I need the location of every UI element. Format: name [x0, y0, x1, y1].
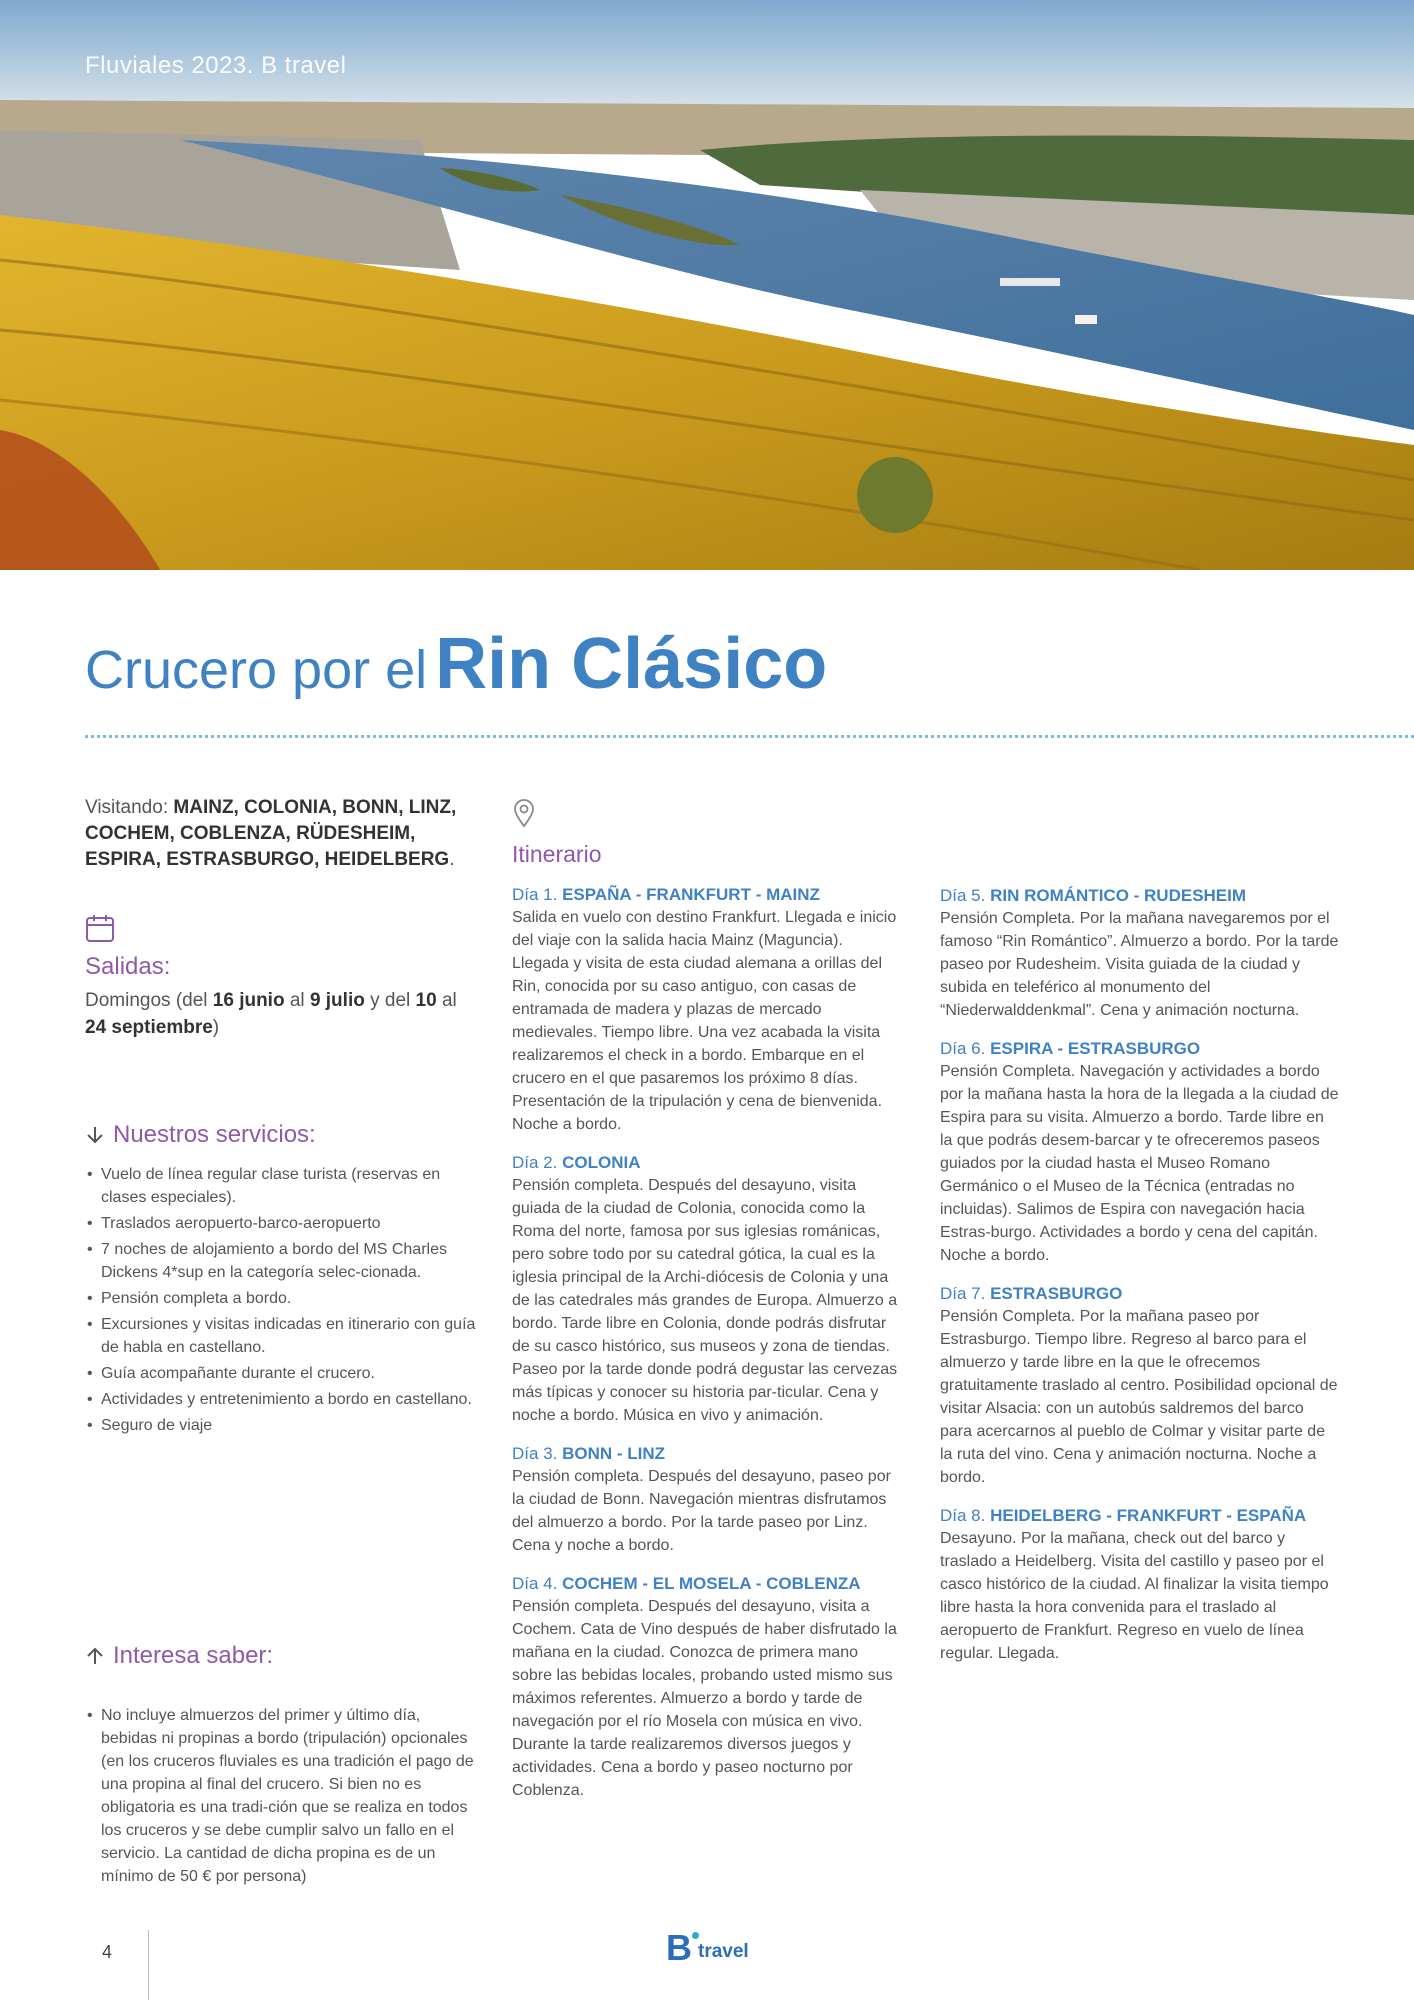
day-heading	[940, 1038, 1340, 1060]
day-heading	[512, 1152, 902, 1174]
list-item: • Seguro de viaje	[85, 1414, 480, 1437]
day-route: ESTRASBURGO	[990, 1284, 1123, 1303]
rhine-landscape-illustration	[0, 0, 1414, 570]
page-title	[85, 624, 828, 704]
visiting-cities	[85, 795, 480, 873]
day-description: Pensión Completa. Por la mañana navegaremos por el famoso “Rin Romántico”. Almuerzo a bordo. Por la tarde paseo por Rudesheim. Visita guiada de la ciudad y subida en teleférico al monumento del “Niederwalddenkmal”. Cena y animación nocturna.	[940, 910, 1339, 1019]
itinerary-heading: Itinerario	[512, 841, 602, 867]
interesa-list	[85, 1704, 480, 1891]
services-heading-label: Nuestros servicios:	[113, 1121, 316, 1148]
services-list	[85, 1163, 480, 1437]
day-heading	[512, 1443, 902, 1465]
logo-letter-text: B	[666, 1927, 692, 1968]
itinerary-day-3	[512, 1443, 902, 1557]
day-number: Día 3.	[512, 1444, 558, 1463]
visiting-suffix: .	[449, 849, 455, 870]
list-item: • Actividades y entretenimiento a bordo en castellano.	[85, 1388, 480, 1411]
interesa-heading	[85, 1642, 273, 1670]
logo-letter	[666, 1927, 692, 1968]
left-column	[85, 795, 480, 1440]
day-number: Día 7.	[940, 1284, 986, 1303]
list-item: • Vuelo de línea regular clase turista (reservas en clases especiales).	[85, 1163, 480, 1209]
day-number: Día 8.	[940, 1506, 986, 1525]
list-item: • Guía acompañante durante el crucero.	[85, 1362, 480, 1385]
title-bold: Rin Clásico	[435, 624, 828, 704]
day-route: BONN - LINZ	[562, 1444, 666, 1463]
day-number: Día 4.	[512, 1574, 558, 1593]
salidas-text-4: al	[441, 990, 457, 1011]
services-heading	[85, 1121, 480, 1149]
arrow-up-icon	[85, 1646, 105, 1666]
day-route: HEIDELBERG - FRANKFURT - ESPAÑA	[990, 1506, 1307, 1525]
day-description: Pensión completa. Después del desayuno, paseo por la ciudad de Bonn. Navegación mientras disfrutamos del almuerzo a bordo. Por la tarde paseo por Linz. Cena y noche a bordo.	[512, 1468, 891, 1554]
itinerary-day-4	[512, 1573, 902, 1802]
day-description: Salida en vuelo con destino Frankfurt. Llegada e inicio del viaje con la salida hacia Mainz (Maguncia). Llegada y visita de esta ciudad alemana a orillas del Rin, conocida por su caso antiguo, con casas de entramada de madera y plazas de mercado medievales. Tiempo libre. Una vez acabada la visita realizaremos el check in a bordo. Embarque en el crucero en el que pasaremos los próximo 8 días. Presentación de la tripulación y cena de bienvenida. Noche a bordo.	[512, 909, 897, 1133]
btravel-logo	[666, 1927, 749, 1968]
day-heading	[940, 1505, 1340, 1527]
itinerary-day-8	[940, 1505, 1340, 1665]
itinerary-column-1	[512, 798, 902, 1802]
salidas-text-5: )	[212, 1017, 220, 1038]
day-heading	[940, 885, 1340, 907]
arrow-down-icon	[85, 1125, 105, 1145]
list-item: • Excursiones y visitas indicadas en itinerario con guía de habla en castellano.	[85, 1313, 480, 1359]
salidas-heading: Salidas:	[85, 953, 171, 980]
day-number: Día 2.	[512, 1153, 558, 1172]
logo-word: travel	[698, 1941, 749, 1962]
day-route: ESPIRA - ESTRASBURGO	[990, 1039, 1201, 1058]
day-number: Día 5.	[940, 886, 986, 905]
catalog-header-label: Fluviales 2023. B travel	[85, 52, 347, 79]
page-number: 4	[102, 1942, 113, 1962]
day-route: ESPAÑA - FRANKFURT - MAINZ	[562, 885, 820, 904]
list-item: • Traslados aeropuerto-barco-aeropuerto	[85, 1212, 480, 1235]
day-route: COCHEM - EL MOSELA - COBLENZA	[562, 1574, 861, 1593]
day-number: Día 6.	[940, 1039, 986, 1058]
list-item: • 7 noches de alojamiento a bordo del MS Charles Dickens 4*sup en la categoría selec-cionada.	[85, 1238, 480, 1284]
day-description: Pensión Completa. Por la mañana paseo por Estrasburgo. Tiempo libre. Regreso al barco para el almuerzo y tarde libre en la que le ofrecemos gratuitamente traslado al centro. Posibilidad opcional de visitar Alsacia: con un autobús saldremos del barco para acercarnos al pueblo de Colmar y visitar parte de la ruta del vino. Cena y animación nocturna. Noche a bordo.	[940, 1308, 1338, 1486]
itinerary-column-2	[940, 885, 1340, 1665]
day-heading	[940, 1283, 1340, 1305]
itinerary-day-5	[940, 885, 1340, 1022]
day-description: Pensión completa. Después del desayuno, visita a Cochem. Cata de Vino después de haber disfrutado la mañana en la ciudad. Conozca de primera mano sobre las bebidas locales, probando usted mismo sus máximos referentes. Almuerzo a bordo y tarde de navegación por el río Mosela con música en vivo. Durante la tarde realizaremos diversos juegos y actividades. Cena a bordo y paseo nocturno por Coblenza.	[512, 1598, 897, 1799]
calendar-icon	[85, 913, 115, 943]
salidas-text-3: y del	[370, 990, 411, 1011]
list-item: • No incluye almuerzos del primer y último día, bebidas ni propinas a bordo (tripulación) opcionales (en los cruceros fluviales es una tradición el pago de una propina al final del crucero. Si bien no es obligatoria es una tradi-ción que se realiza en todos los cruceros y se debe cumplir salvo un fallo en el servicio. La cantidad de dicha propina es de un mínimo de 50 € por persona)	[85, 1704, 480, 1888]
title-divider	[85, 735, 1414, 738]
itinerary-day-7	[940, 1283, 1340, 1489]
day-route: RIN ROMÁNTICO - RUDESHEIM	[990, 886, 1247, 905]
salidas-date-1: 16 junio	[212, 990, 285, 1011]
visiting-list: MAINZ, COLONIA, BONN, LINZ, COCHEM, COBLENZA, RÜDESHEIM, ESPIRA, ESTRASBURGO, HEIDELBERG	[85, 797, 457, 870]
hero-photo	[0, 0, 1414, 570]
salidas-dates	[85, 987, 480, 1041]
location-pin-icon	[512, 798, 536, 828]
list-item: • Pensión completa a bordo.	[85, 1287, 480, 1310]
salidas-date-3: 10	[415, 990, 437, 1011]
day-heading	[512, 884, 902, 906]
salidas-text-1: Domingos (del	[85, 990, 208, 1011]
title-light: Crucero por el	[85, 640, 428, 700]
itinerary-day-1	[512, 884, 902, 1136]
logo-dot-icon	[692, 1932, 699, 1939]
itinerary-day-2	[512, 1152, 902, 1427]
day-description: Pensión completa. Después del desayuno, visita guiada de la ciudad de Colonia, conocida como la Roma del norte, famosa por sus iglesias románicas, pero sobre todo por su catedral gótica, la cual es la iglesia principal de la Archi-diócesis de Colonia y una de las catedrales más grandes de Europa. Almuerzo a bordo. Tarde libre en Colonia, donde podrás disfrutar de su casco histórico, sus museos y zona de tiendas. Paseo por la tarde donde podrá degustar las cervezas más típicas y conocer su historia par-ticular. Cena y noche a bordo. Música en vivo y animación.	[512, 1177, 898, 1424]
interesa-heading-label: Interesa saber:	[113, 1642, 274, 1669]
day-route: COLONIA	[562, 1153, 641, 1172]
visiting-prefix: Visitando:	[85, 797, 169, 818]
day-heading	[512, 1573, 902, 1595]
salidas-date-2: 9 julio	[309, 990, 365, 1011]
salidas-date-4: 24 septiembre	[85, 1017, 213, 1038]
day-description: Pensión Completa. Navegación y actividades a bordo por la mañana hasta la hora de la llegada a la ciudad de Espira para su visita. Almuerzo a bordo. Tarde libre en la que podrás desem-barcar y te ofreceremos paseos guiados por la ciudad hasta el Museo Romano Germánico o el Museo de la Técnica (entradas no incluidas). Salimos de Espira con navegación hacia Estras-burgo. Actividades a bordo y cena del capitán. Noche a bordo.	[940, 1063, 1339, 1264]
footer-divider	[148, 1930, 149, 2000]
day-description: Desayuno. Por la mañana, check out del barco y traslado a Heidelberg. Visita del castillo y paseo por el casco histórico de la ciudad. Al finalizar la visita tiempo libre hasta la hora convenida para el traslado al aeropuerto de Frankfurt. Regreso en vuelo de línea regular. Llegada.	[940, 1530, 1329, 1662]
day-number: Día 1.	[512, 885, 558, 904]
salidas-text-2: al	[289, 990, 305, 1011]
itinerary-day-6	[940, 1038, 1340, 1267]
